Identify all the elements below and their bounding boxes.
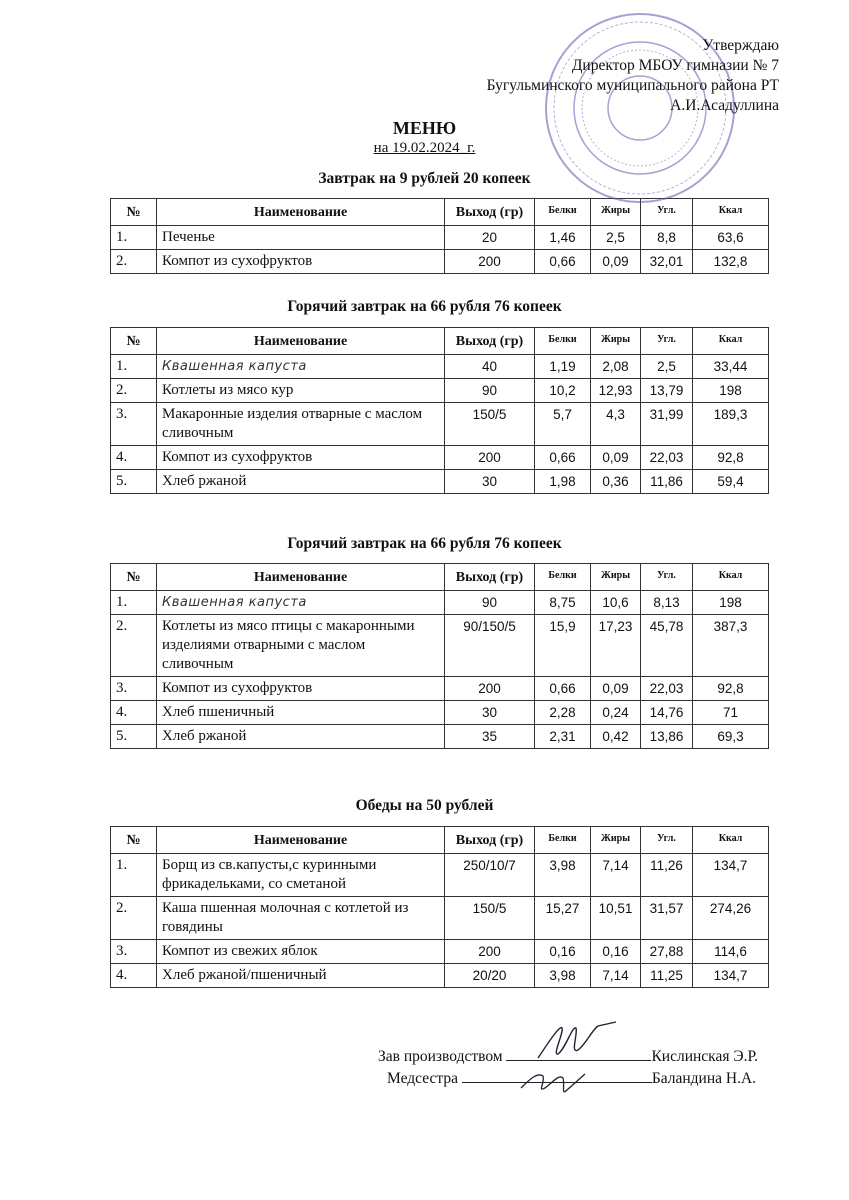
table-row <box>111 854 769 897</box>
signature-role: Медсестра <box>387 1070 458 1087</box>
item-carbs: 11,25 <box>641 964 693 988</box>
item-carbs: 13,86 <box>641 725 693 749</box>
item-kcal: 63,6 <box>693 226 769 250</box>
item-name: Печенье <box>157 226 445 250</box>
item-fat: 0,36 <box>591 470 641 494</box>
item-carbs: 22,03 <box>641 677 693 701</box>
column-header: Белки <box>535 827 591 854</box>
item-carbs: 8,8 <box>641 226 693 250</box>
item-fat: 12,93 <box>591 379 641 403</box>
item-name: Котлеты из мясо птицы с макаронными изделиями отварными с маслом сливочным <box>157 615 445 677</box>
item-name: Компот из сухофруктов <box>157 446 445 470</box>
item-kcal: 274,26 <box>693 897 769 940</box>
page-title: МЕНЮ <box>392 118 457 138</box>
item-fat: 4,3 <box>591 403 641 446</box>
handwritten-signature <box>515 1062 595 1102</box>
item-name: Хлеб ржаной <box>157 470 445 494</box>
item-kcal: 92,8 <box>693 677 769 701</box>
item-name: Каша пшенная молочная с котлетой из говядины <box>157 897 445 940</box>
item-yield: 90 <box>445 591 535 615</box>
item-kcal: 189,3 <box>693 403 769 446</box>
item-fat: 10,51 <box>591 897 641 940</box>
item-kcal: 198 <box>693 379 769 403</box>
item-number: 1. <box>111 355 157 379</box>
column-header: Жиры <box>591 199 641 226</box>
column-header: № <box>111 564 157 591</box>
item-kcal: 69,3 <box>693 725 769 749</box>
item-name: Компот из сухофруктов <box>157 677 445 701</box>
item-carbs: 45,78 <box>641 615 693 677</box>
table-row <box>111 355 769 379</box>
item-protein: 3,98 <box>535 854 591 897</box>
table-row <box>111 940 769 964</box>
menu-table <box>110 826 769 988</box>
menu-table <box>110 327 769 494</box>
approval-name: А.И.Асадуллина <box>670 97 779 114</box>
column-header: № <box>111 827 157 854</box>
column-header: Жиры <box>591 827 641 854</box>
table-row <box>111 701 769 725</box>
column-header: Наименование <box>157 564 445 591</box>
item-fat: 2,5 <box>591 226 641 250</box>
table-header-row <box>111 564 769 591</box>
item-carbs: 31,57 <box>641 897 693 940</box>
column-header: Выход (гр) <box>445 827 535 854</box>
item-carbs: 8,13 <box>641 591 693 615</box>
table-row <box>111 470 769 494</box>
column-header: Угл. <box>641 199 693 226</box>
signature-name: Кислинская Э.Р. <box>651 1048 759 1065</box>
item-protein: 15,9 <box>535 615 591 677</box>
column-header: Белки <box>535 199 591 226</box>
approval-title: Утверждаю <box>702 37 779 54</box>
table-row <box>111 403 769 446</box>
column-header: Ккал <box>693 827 769 854</box>
column-header: Ккал <box>693 328 769 355</box>
table-row <box>111 250 769 274</box>
item-yield: 35 <box>445 725 535 749</box>
item-carbs: 11,86 <box>641 470 693 494</box>
menu-table <box>110 198 769 274</box>
item-kcal: 33,44 <box>693 355 769 379</box>
item-yield: 200 <box>445 250 535 274</box>
item-fat: 2,08 <box>591 355 641 379</box>
item-name: Компот из свежих яблок <box>157 940 445 964</box>
table-row <box>111 964 769 988</box>
item-number: 2. <box>111 897 157 940</box>
item-protein: 10,2 <box>535 379 591 403</box>
item-protein: 0,66 <box>535 250 591 274</box>
item-kcal: 132,8 <box>693 250 769 274</box>
item-yield: 90/150/5 <box>445 615 535 677</box>
item-yield: 200 <box>445 940 535 964</box>
item-protein: 2,31 <box>535 725 591 749</box>
item-yield: 30 <box>445 470 535 494</box>
item-kcal: 92,8 <box>693 446 769 470</box>
approval-position: Директор МБОУ гимназии № 7 <box>571 57 779 74</box>
item-number: 2. <box>111 379 157 403</box>
item-name: Хлеб ржаной/пшеничный <box>157 964 445 988</box>
item-fat: 17,23 <box>591 615 641 677</box>
section-title: Завтрак на 9 рублей 20 копеек <box>318 170 531 187</box>
approval-district: Бугульминского муниципального района РТ <box>486 77 779 94</box>
column-header: Белки <box>535 328 591 355</box>
table-row <box>111 897 769 940</box>
item-protein: 0,66 <box>535 446 591 470</box>
table-row <box>111 677 769 701</box>
item-protein: 15,27 <box>535 897 591 940</box>
item-protein: 8,75 <box>535 591 591 615</box>
table-header-row <box>111 328 769 355</box>
table-row <box>111 725 769 749</box>
item-carbs: 31,99 <box>641 403 693 446</box>
column-header: Угл. <box>641 827 693 854</box>
column-header: Ккал <box>693 199 769 226</box>
item-protein: 5,7 <box>535 403 591 446</box>
item-carbs: 2,5 <box>641 355 693 379</box>
item-carbs: 32,01 <box>641 250 693 274</box>
signature-role: Зав производством <box>378 1048 503 1065</box>
item-fat: 7,14 <box>591 854 641 897</box>
item-name: Хлеб пшеничный <box>157 701 445 725</box>
item-carbs: 11,26 <box>641 854 693 897</box>
column-header: Выход (гр) <box>445 328 535 355</box>
item-fat: 0,09 <box>591 446 641 470</box>
column-header: № <box>111 328 157 355</box>
column-header: Выход (гр) <box>445 564 535 591</box>
item-fat: 0,24 <box>591 701 641 725</box>
item-number: 4. <box>111 701 157 725</box>
item-fat: 0,09 <box>591 677 641 701</box>
item-yield: 20 <box>445 226 535 250</box>
item-protein: 2,28 <box>535 701 591 725</box>
item-number: 2. <box>111 250 157 274</box>
item-fat: 10,6 <box>591 591 641 615</box>
item-number: 3. <box>111 677 157 701</box>
item-name: Котлеты из мясо кур <box>157 379 445 403</box>
item-yield: 40 <box>445 355 535 379</box>
item-protein: 1,19 <box>535 355 591 379</box>
column-header: Жиры <box>591 564 641 591</box>
table-header-row <box>111 827 769 854</box>
item-protein: 0,66 <box>535 677 591 701</box>
section-title: Обеды на 50 рублей <box>355 797 494 814</box>
item-number: 5. <box>111 725 157 749</box>
handwritten-signature <box>530 1020 620 1065</box>
table-row <box>111 226 769 250</box>
item-number: 1. <box>111 226 157 250</box>
table-row <box>111 591 769 615</box>
column-header: Ккал <box>693 564 769 591</box>
column-header: Наименование <box>157 199 445 226</box>
table-row <box>111 615 769 677</box>
item-protein: 3,98 <box>535 964 591 988</box>
item-yield: 150/5 <box>445 403 535 446</box>
item-protein: 1,98 <box>535 470 591 494</box>
menu-table <box>110 563 769 749</box>
item-number: 1. <box>111 591 157 615</box>
menu-date: на 19.02.2024_г. <box>373 140 476 156</box>
column-header: Угл. <box>641 564 693 591</box>
column-header: Белки <box>535 564 591 591</box>
item-kcal: 71 <box>693 701 769 725</box>
item-protein: 1,46 <box>535 226 591 250</box>
item-yield: 20/20 <box>445 964 535 988</box>
item-fat: 7,14 <box>591 964 641 988</box>
item-name: Борщ из св.капусты,с куринными фрикадельками, со сметаной <box>157 854 445 897</box>
item-protein: 0,16 <box>535 940 591 964</box>
item-yield: 30 <box>445 701 535 725</box>
item-number: 3. <box>111 940 157 964</box>
item-kcal: 134,7 <box>693 854 769 897</box>
item-carbs: 27,88 <box>641 940 693 964</box>
item-fat: 0,42 <box>591 725 641 749</box>
column-header: Жиры <box>591 328 641 355</box>
item-yield: 90 <box>445 379 535 403</box>
item-number: 3. <box>111 403 157 446</box>
item-kcal: 134,7 <box>693 964 769 988</box>
item-name: Компот из сухофруктов <box>157 250 445 274</box>
section-title: Горячий завтрак на 66 рубля 76 копеек <box>287 298 562 315</box>
approval-block <box>487 36 779 116</box>
item-number: 4. <box>111 446 157 470</box>
column-header: Наименование <box>157 328 445 355</box>
item-kcal: 114,6 <box>693 940 769 964</box>
item-kcal: 59,4 <box>693 470 769 494</box>
item-kcal: 198 <box>693 591 769 615</box>
item-number: 2. <box>111 615 157 677</box>
column-header: Угл. <box>641 328 693 355</box>
item-yield: 200 <box>445 677 535 701</box>
item-number: 5. <box>111 470 157 494</box>
item-fat: 0,09 <box>591 250 641 274</box>
item-yield: 200 <box>445 446 535 470</box>
item-yield: 250/10/7 <box>445 854 535 897</box>
section-title: Горячий завтрак на 66 рубля 76 копеек <box>287 535 562 552</box>
item-name: Квашенная капуста <box>157 591 445 615</box>
table-row <box>111 446 769 470</box>
item-number: 1. <box>111 854 157 897</box>
item-carbs: 13,79 <box>641 379 693 403</box>
item-yield: 150/5 <box>445 897 535 940</box>
item-kcal: 387,3 <box>693 615 769 677</box>
column-header: Наименование <box>157 827 445 854</box>
column-header: № <box>111 199 157 226</box>
item-name: Квашенная капуста <box>157 355 445 379</box>
item-number: 4. <box>111 964 157 988</box>
item-carbs: 22,03 <box>641 446 693 470</box>
column-header: Выход (гр) <box>445 199 535 226</box>
item-name: Хлеб ржаной <box>157 725 445 749</box>
item-name: Макаронные изделия отварные с маслом сливочным <box>157 403 445 446</box>
table-row <box>111 379 769 403</box>
item-carbs: 14,76 <box>641 701 693 725</box>
signature-name: Баландина Н.А. <box>651 1070 757 1087</box>
item-fat: 0,16 <box>591 940 641 964</box>
